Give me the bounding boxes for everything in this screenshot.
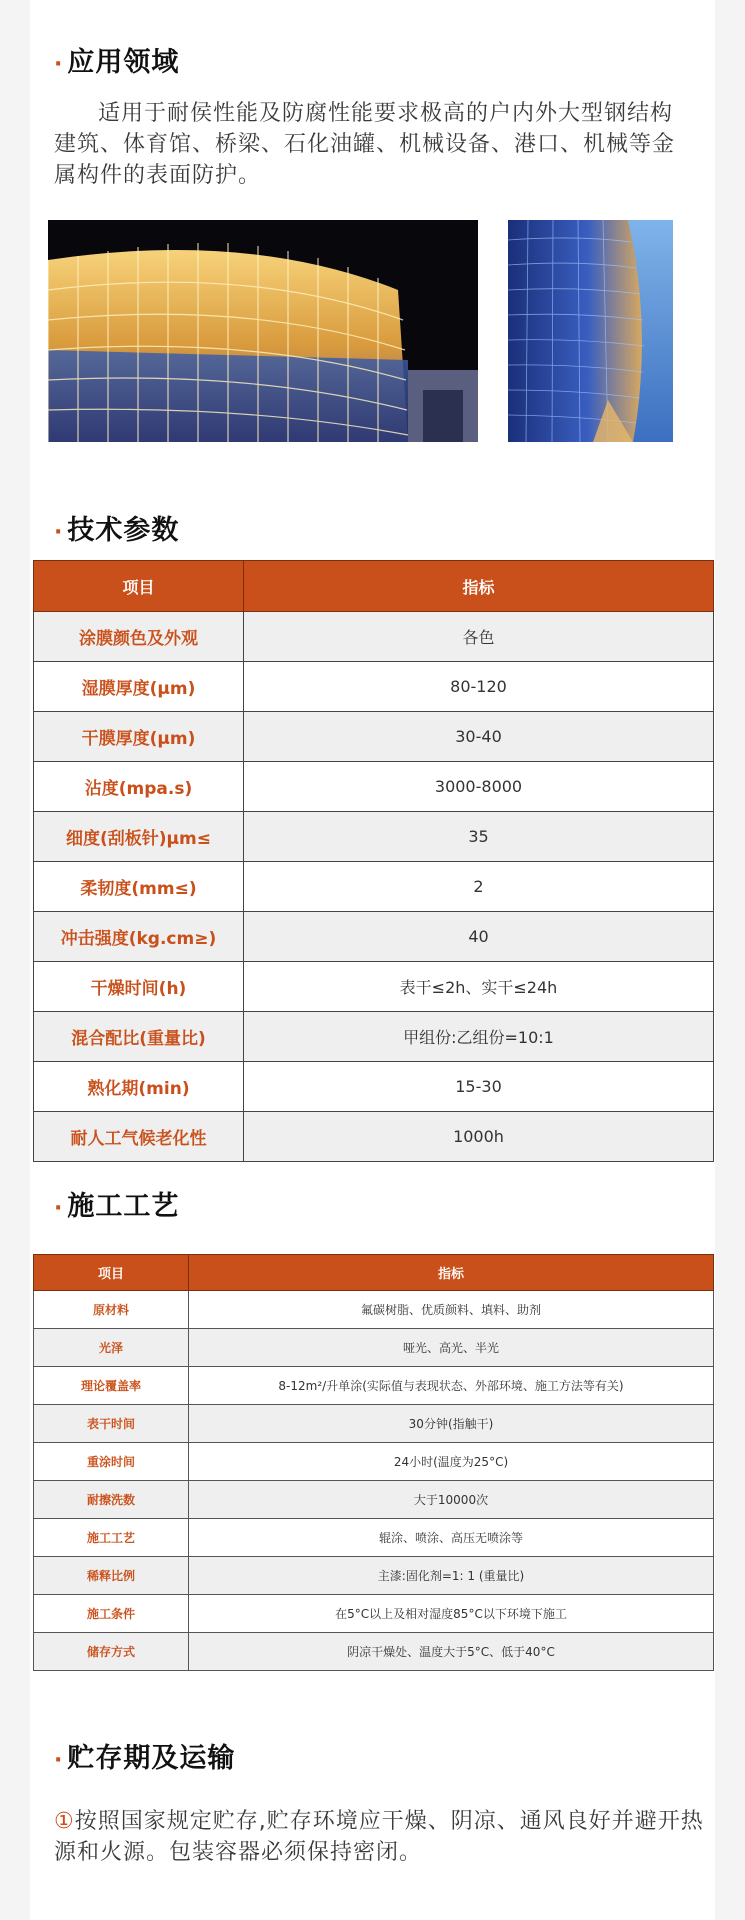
construction-value: 辊涂、喷涂、高压无喷涂等	[189, 1519, 714, 1557]
table-row	[34, 1012, 714, 1062]
table-row	[34, 1595, 714, 1633]
stadium-facade-photo	[48, 220, 478, 442]
table-row	[34, 762, 714, 812]
table-row	[34, 662, 714, 712]
section-title-application: · 应用领域	[54, 47, 180, 78]
param-value: 15-30	[244, 1062, 714, 1112]
construction-value: 24小时(温度为25°C)	[189, 1443, 714, 1481]
param-value: 35	[244, 812, 714, 862]
param-value: 3000-8000	[244, 762, 714, 812]
table-row	[34, 1112, 714, 1162]
application-description: 适用于耐侯性能及防腐性能要求极高的户内外大型钢结构建筑、体育馆、桥梁、石化油罐、机械设备、港口、机械等金属构件的表面防护。	[54, 101, 676, 188]
param-value: 表干≤2h、实干≤24h	[244, 962, 714, 1012]
bullet-dot-icon: ·	[54, 1748, 64, 1773]
construction-value: 在5°C以上及相对湿度85°C以下环境下施工	[189, 1595, 714, 1633]
header-value: 指标	[189, 1255, 714, 1291]
table-row	[34, 1519, 714, 1557]
param-value: 80-120	[244, 662, 714, 712]
construction-label: 理论覆盖率	[34, 1367, 189, 1405]
header-item: 项目	[34, 561, 244, 612]
param-label: 柔韧度(mm≤)	[34, 862, 244, 912]
construction-value: 8-12m²/升单涂(实际值与表现状态、外部环境、施工方法等有关)	[189, 1367, 714, 1405]
param-label: 冲击强度(kg.cm≥)	[34, 912, 244, 962]
construction-label: 光泽	[34, 1329, 189, 1367]
table-row	[34, 862, 714, 912]
section-title-tech-params: · 技术参数	[54, 515, 180, 546]
construction-label: 表干时间	[34, 1405, 189, 1443]
param-label: 耐人工气候老化性	[34, 1112, 244, 1162]
param-value: 各色	[244, 612, 714, 662]
construction-value: 哑光、高光、半光	[189, 1329, 714, 1367]
param-label: 干燥时间(h)	[34, 962, 244, 1012]
param-value: 2	[244, 862, 714, 912]
construction-table	[33, 1254, 714, 1671]
bullet-dot-icon: ·	[54, 1196, 64, 1221]
table-row	[34, 1405, 714, 1443]
table-row	[34, 812, 714, 862]
table-header-row	[34, 1255, 714, 1291]
construction-label: 储存方式	[34, 1633, 189, 1671]
construction-label: 施工工艺	[34, 1519, 189, 1557]
table-row	[34, 1367, 714, 1405]
param-label: 细度(刮板针)μm≤	[34, 812, 244, 862]
table-row	[34, 1291, 714, 1329]
param-label: 涂膜颜色及外观	[34, 612, 244, 662]
table-row	[34, 1481, 714, 1519]
table-row	[34, 1633, 714, 1671]
param-label: 沾度(mpa.s)	[34, 762, 244, 812]
construction-label: 重涂时间	[34, 1443, 189, 1481]
param-value: 1000h	[244, 1112, 714, 1162]
table-row	[34, 1329, 714, 1367]
table-row	[34, 962, 714, 1012]
storage-description: ①按照国家规定贮存,贮存环境应干燥、阴凉、通风良好并避开热源和火源。包装容器必须保持密闭。	[54, 1809, 704, 1865]
header-value: 指标	[244, 561, 714, 612]
construction-label: 原材料	[34, 1291, 189, 1329]
construction-value: 主漆:固化剂=1: 1 (重量比)	[189, 1557, 714, 1595]
table-row	[34, 1062, 714, 1112]
bullet-dot-icon: ·	[54, 520, 64, 545]
table-row	[34, 1557, 714, 1595]
section-title-storage: · 贮存期及运输	[54, 1743, 236, 1774]
table-row	[34, 612, 714, 662]
construction-value: 大于10000次	[189, 1481, 714, 1519]
param-value: 40	[244, 912, 714, 962]
construction-value: 氟碳树脂、优质颜料、填料、助剂	[189, 1291, 714, 1329]
table-row	[34, 1443, 714, 1481]
construction-value: 30分钟(指触干)	[189, 1405, 714, 1443]
param-label: 湿膜厚度(μm)	[34, 662, 244, 712]
param-label: 干膜厚度(μm)	[34, 712, 244, 762]
header-item: 项目	[34, 1255, 189, 1291]
table-header-row	[34, 561, 714, 612]
tech-params-table	[33, 560, 714, 1162]
glass-tower-photo	[508, 220, 673, 442]
param-label: 熟化期(min)	[34, 1062, 244, 1112]
construction-label: 耐擦洗数	[34, 1481, 189, 1519]
section-title-construction: · 施工工艺	[54, 1191, 180, 1222]
param-value: 30-40	[244, 712, 714, 762]
construction-value: 阴凉干燥处、温度大于5°C、低于40°C	[189, 1633, 714, 1671]
table-row	[34, 712, 714, 762]
construction-label: 施工条件	[34, 1595, 189, 1633]
product-detail-page	[30, 0, 715, 1920]
param-value: 甲组份:乙组份=10:1	[244, 1012, 714, 1062]
param-label: 混合配比(重量比)	[34, 1012, 244, 1062]
construction-label: 稀释比例	[34, 1557, 189, 1595]
table-row	[34, 912, 714, 962]
bullet-dot-icon: ·	[54, 52, 64, 77]
circled-number-one: ①	[54, 1809, 75, 1834]
